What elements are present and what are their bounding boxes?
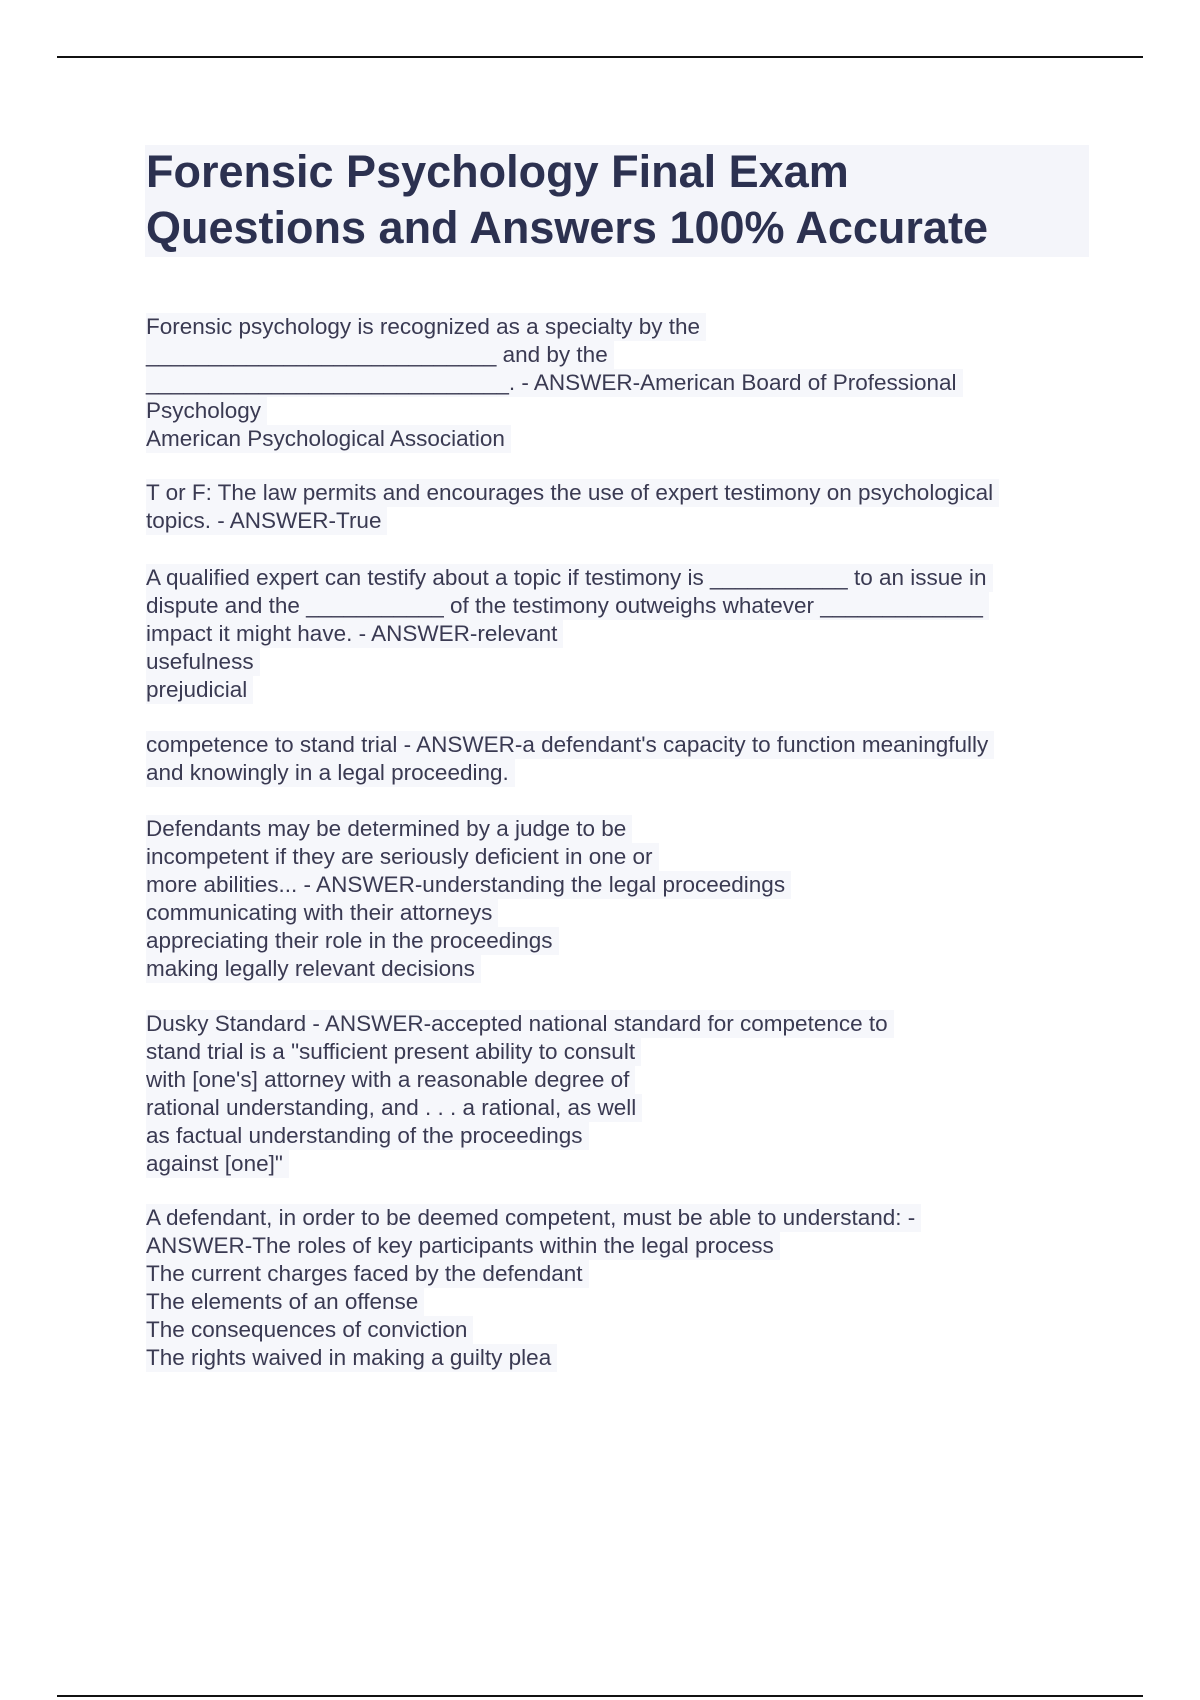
qa-text-line: Forensic psychology is recognized as a specialty by the: [146, 313, 706, 341]
qa-text-line: The current charges faced by the defendant: [146, 1260, 589, 1288]
qa-text-line: topics. - ANSWER-True: [146, 507, 387, 535]
qa-text-line: as factual understanding of the proceedings: [146, 1122, 589, 1150]
qa-text-line: The elements of an offense: [146, 1288, 424, 1316]
document-title-line-1: Forensic Psychology Final Exam: [146, 146, 849, 197]
qa-text-line: impact it might have. - ANSWER-relevant: [146, 620, 563, 648]
qa-text-line: ANSWER-The roles of key participants within the legal process: [146, 1232, 780, 1260]
qa-text-line: A qualified expert can testify about a topic if testimony is ___________ to an issue in: [146, 564, 993, 592]
qa-text-line: T or F: The law permits and encourages the use of expert testimony on psychological: [146, 479, 999, 507]
qa-text-line: stand trial is a "sufficient present ability to consult: [146, 1038, 641, 1066]
qa-text-line: Dusky Standard - ANSWER-accepted national standard for competence to: [146, 1010, 894, 1038]
qa-text-line: and knowingly in a legal proceeding.: [146, 759, 515, 787]
header-rule: [57, 56, 1143, 58]
qa-text-line: with [one's] attorney with a reasonable degree of: [146, 1066, 635, 1094]
footer-rule: [57, 1695, 1143, 1697]
qa-text-line: competence to stand trial - ANSWER-a defendant's capacity to function meaningfully: [146, 731, 994, 759]
qa-text-line: incompetent if they are seriously deficient in one or: [146, 843, 659, 871]
qa-text-line: prejudicial: [146, 676, 253, 704]
qa-text-line: more abilities... - ANSWER-understanding the legal proceedings: [146, 871, 791, 899]
qa-text-line: usefulness: [146, 648, 260, 676]
qa-text-line: dispute and the ___________ of the testimony outweighs whatever _____________: [146, 592, 989, 620]
qa-text-line: The consequences of conviction: [146, 1316, 473, 1344]
qa-text-line: against [one]": [146, 1150, 289, 1178]
qa-text-line: ____________________________ and by the: [146, 341, 614, 369]
qa-text-line: American Psychological Association: [146, 425, 511, 453]
qa-text-line: making legally relevant decisions: [146, 955, 481, 983]
qa-text-line: communicating with their attorneys: [146, 899, 498, 927]
qa-text-line: _____________________________. - ANSWER-American Board of Professional: [146, 369, 963, 397]
qa-text-line: appreciating their role in the proceedings: [146, 927, 559, 955]
qa-text-line: rational understanding, and . . . a rational, as well: [146, 1094, 642, 1122]
document-title-line-2: Questions and Answers 100% Accurate: [146, 202, 988, 253]
qa-text-line: Defendants may be determined by a judge to be: [146, 815, 632, 843]
qa-text-line: A defendant, in order to be deemed competent, must be able to understand: -: [146, 1204, 921, 1232]
qa-text-line: Psychology: [146, 397, 267, 425]
qa-text-line: The rights waived in making a guilty plea: [146, 1344, 557, 1372]
